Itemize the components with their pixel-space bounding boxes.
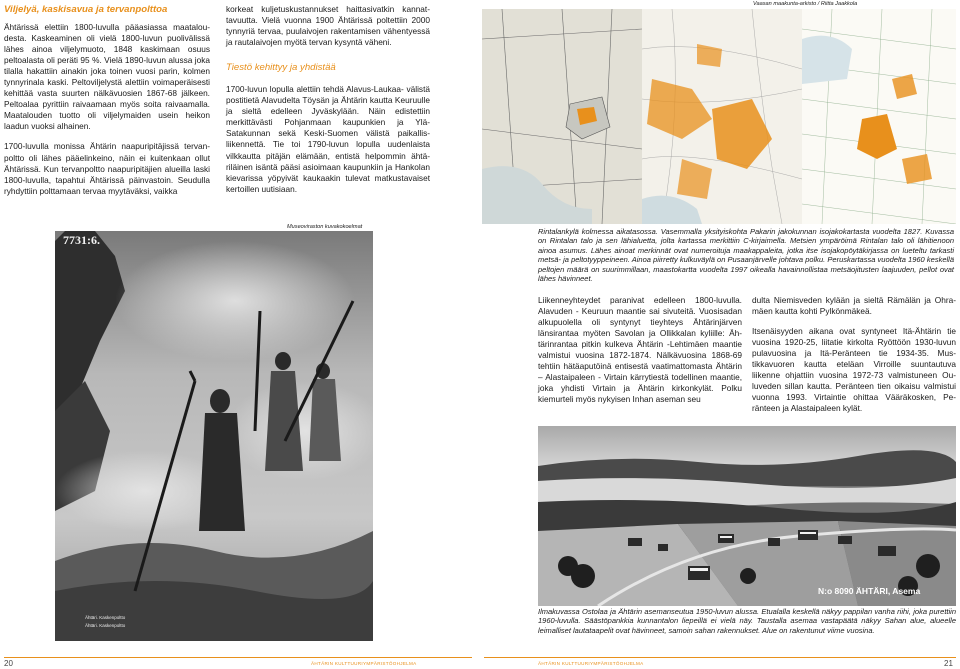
footer-label: ÄHTÄRIN KULTTUURIYMPÄRISTÖOHJELMA bbox=[311, 661, 417, 666]
page-number: 20 bbox=[4, 659, 13, 668]
page-number: 21 bbox=[944, 659, 953, 668]
slash-and-burn-photo bbox=[55, 231, 373, 641]
map-caption: Rintalankylä kolmessa aikatasossa. Vasemmalla yksityiskohta Pakarin jakokunnan isojakokartasta vuodelta 1827. Kuvassa on Rintalan talo ja sen lähialuetta, jolta kartassa merkittiin C-kirjaimella. Metsien ympäröimä Rintalan talo oli lähitienoon ainoa asumus. Lähes ainoat merkinnät ovat numeroituja maakappaleita, jotka itse isojakopöytäkirjassa on lueteltu tarkasti metsä- ja peltotyyppeineen. Ainoa piirretty kulkuväylä on Pusaanjärvelle johtava polku. Peruskartassa vuodelta 1960 keskellä peltojen määrä on suurimmillaan, maastokartta vuodelta 1997 oikealla havainnollistaa metsäojitusten laajuuden, pellot ovat lähes hävinneet. bbox=[538, 227, 954, 284]
aerial-photo bbox=[538, 426, 956, 606]
footer-rule bbox=[484, 657, 956, 658]
aerial-photo-label: N:o 8090 ÄHTÄRI, Asema bbox=[818, 586, 921, 596]
paragraph: Ähtärissä elettiin 1800-luvulla pääasiassa maataloudesta. Kaskeaminen oli vielä 1800-luvun puolivälissä lähes ainoa viljelymuoto, 1848 kaskimaan osuus peltoalasta oli peräti 95 %. Vielä 1890-luvun alussa joka tilalla hakattiin ainakin joka toinen vuosi parin, kolmen tynnyrinala kaski. Peltoviljelystä alettiin voimaperäisesti kehittää vasta suurten nälkävuosien 1867-68 jälkeen. Peltoalaa pyrittiin raivaamaan myös soita raivaamalla. Maatalouden tuotto oli viljelymaiden usein heikon laadun vuoksi alhainen. bbox=[4, 22, 210, 132]
left-column-2 bbox=[226, 4, 430, 204]
photo-caption-line: Ähtäri. Kaskenpoltto bbox=[85, 623, 126, 628]
historical-maps bbox=[482, 9, 956, 224]
paragraph: Itsenäisyyden aikana ovat syntyneet Itä-Ähtärin tie vuosina 1920-25, liitatie kirkolta Ryöttöön 1930-luvun pulavuosina ja Itä-Peränteen tie 1934-35. Mustikkavuoren kautta eteläan Virroille suuntautuva liikenne ohjattiin vuosina 1972-73 valmistuneen Ouluveden sillan kautta. Peränteen tien oikaisu valmistui vuonna 1993. Virtaintie ohittaa Vääräkosken, Peränteen ja Alastaipaleen kylät. bbox=[752, 326, 956, 414]
map-1827 bbox=[482, 9, 642, 224]
aerial-caption: Ilmakuvassa Ostolaa ja Ähtärin asemanseutua 1950-luvun alussa. Etualalla keskellä näkyy pappilan vanha riihi, joka purettiin 1960-luvulla. Säästöpankkia kunnantalon liepeillä ei vielä näy. Taustalla asemaa vastapäätä näkyy Sahan alue, alueelle leimalliset lautataapelit ovat hävinneet, samoin sahan rakennukset. Alue on rakentunut viime vuosina. bbox=[538, 607, 956, 635]
map-1997-drawing bbox=[802, 9, 956, 224]
aerial-photo-illustration bbox=[538, 426, 956, 606]
photo-credit: Museoviraston kuvakokoelmat bbox=[287, 224, 363, 230]
paragraph: 1700-luvun lopulla alettiin tehdä Alavus-Laukaa- välistä postitietä Alavudelta Töysän ja Ähtärin kautta Keuruulle ja sieltä edelleen Jyväskylään. Näin edistettiin merkittävästi Pohjanmaan kaupunkien ja Ylä-Satakunnan sekä Keski-Suomen välistä paikallisliikennettä. Tie toi 1790-luvun lopulla uudenlaista vilkkautta pitäjän elämään, entistä helpommin ähtäriläinen isäntä pääsi asioimaan kaupunkiin ja Hankolan kievarissa yöpyivät kaukaakin tulevat matkustavaiset kertoillen uutisiaan. bbox=[226, 84, 430, 194]
map-1960 bbox=[642, 9, 802, 224]
map-1827-drawing bbox=[482, 9, 642, 224]
right-column-2 bbox=[752, 295, 956, 423]
subsection-heading: Tiestö kehittyy ja yhdistää bbox=[226, 62, 336, 74]
photo-number: 7731:6. bbox=[63, 233, 100, 247]
right-column-1 bbox=[538, 295, 742, 414]
paragraph: dulta Niemisveden kylään ja sieltä Rämälän ja Ohramäen kautta kohti Pylkönmäkeä. bbox=[752, 295, 956, 317]
map-credit: Vaasan maakunta-arkisto / Riitta Jaakkola bbox=[753, 1, 858, 7]
photo-caption-line: Ähtäri. Kaskenpoltto bbox=[85, 615, 126, 620]
footer-label: ÄHTÄRIN KULTTUURIYMPÄRISTÖOHJELMA bbox=[538, 661, 644, 666]
footer-rule bbox=[4, 657, 472, 658]
paragraph: Liikenneyhteydet paranivat edelleen 1800-luvulla. Alavuden - Keuruun maantie sai sivuteitä. Vuosisadan alkupuolella oli syntynyt tieyhteys Ähtärinjärven länsirantaa myöten Savolan ja Ollikkalan kyliille: Ähtärinrantaa pitkin kulkeva Ähtärin -Lehtimäen maantie valmistui vuosina 1872-1874. Nälkävuosina 1868-69 tehtiin hätäaputöinä entisestä vaatimattomasta Ähtärin – Alastaipaleen - Virtain kärrytiestä todellinen maantie, joka yhdisti Virtain ja Ähtärin kirkonkylät. Polku kiemurteli myös nykyisen Inhan aseman seu bbox=[538, 295, 742, 405]
slash-and-burn-illustration bbox=[55, 231, 373, 641]
section-heading: Viljelyä, kaskisavua ja tervanpolttoa bbox=[4, 4, 168, 15]
paragraph: 1700-luvulla monissa Ähtärin naapuripitäjissä tervanpoltto oli lähes pääelinkeino, näin ei kuitenkaan ollut Ähtärissä. Kun tervanpoltto naapuripitäjien alueilla laski 1800-luvulla, tapahtui Ähtärissä päinvastoin. Seudulla ryhdyttiin polttamaan tervaa myytäväksi, vaikka bbox=[4, 141, 210, 196]
paragraph: korkeat kuljetuskustannukset haittasivatkin kannattavuutta. Vielä vuonna 1900 Ähtärissä poltettiin 2000 tynnyriä tervaa, puulaivojen rakentamisen vähentyessä ja rautalaivojen myötä tervan kysyntä väheni. bbox=[226, 4, 430, 48]
map-1960-drawing bbox=[642, 9, 802, 224]
left-column-1 bbox=[4, 22, 210, 206]
map-1997 bbox=[802, 9, 956, 224]
